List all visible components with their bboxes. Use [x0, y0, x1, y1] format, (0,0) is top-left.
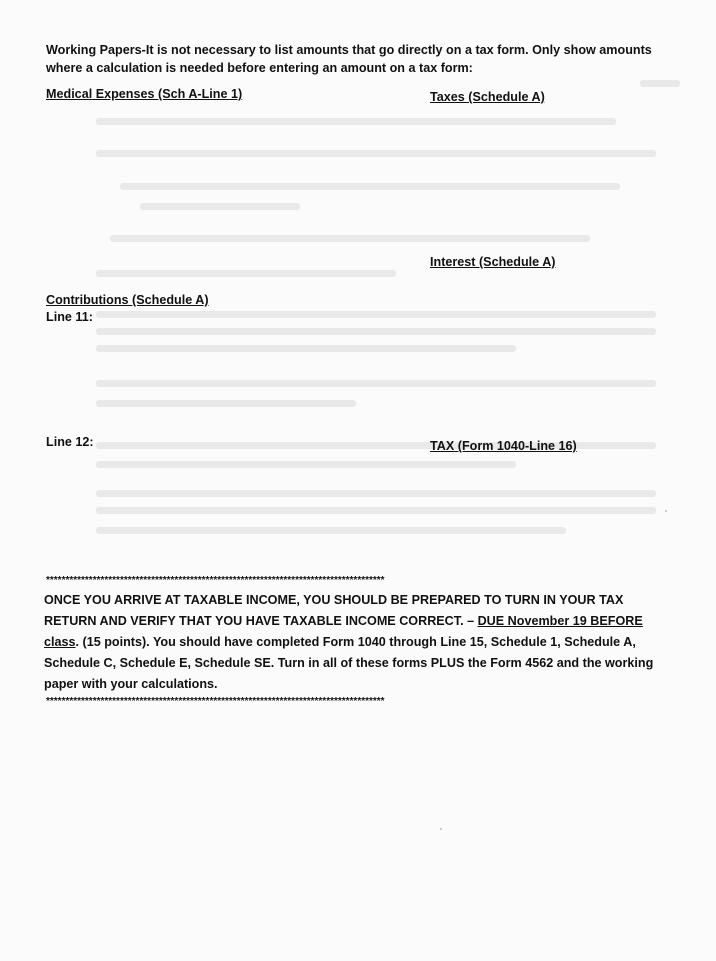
separator-top: ***************************************************************************************	[46, 575, 385, 586]
notice-part-2: . (15 points). You should have completed Form 1040 through Line 15, Schedule 1, Schedule A, Schedule C, Schedule E, Schedule SE. Turn in all of these forms PLUS the Form 4562 and the working paper with your calculations.	[44, 635, 654, 691]
submission-notice	[44, 590, 672, 695]
interest-heading: Interest (Schedule A)	[430, 255, 556, 269]
speck	[440, 828, 442, 830]
tax-heading: TAX (Form 1040-Line 16)	[430, 439, 577, 453]
contributions-heading: Contributions (Schedule A)	[46, 293, 209, 307]
notice-part-1: ONCE YOU ARRIVE AT TAXABLE INCOME, YOU SHOULD BE PREPARED TO TURN IN YOUR TAX RETURN AND VERIFY THAT YOU HAVE TAXABLE INCOME CORRECT. –	[44, 593, 624, 628]
speck	[665, 510, 667, 512]
medical-expenses-heading: Medical Expenses (Sch A-Line 1)	[46, 87, 243, 101]
line-12-label: Line 12:	[46, 435, 94, 449]
separator-bottom: ***************************************************************************************	[46, 696, 385, 707]
due-date: DUE November 19 BEFORE class	[44, 614, 643, 649]
line-11-label: Line 11:	[46, 310, 93, 324]
taxes-heading: Taxes (Schedule A)	[430, 90, 545, 104]
intro-text: Working Papers-It is not necessary to list amounts that go directly on a tax form. Only show amounts where a calculation is needed before entering an amount on a tax form:	[46, 43, 652, 75]
